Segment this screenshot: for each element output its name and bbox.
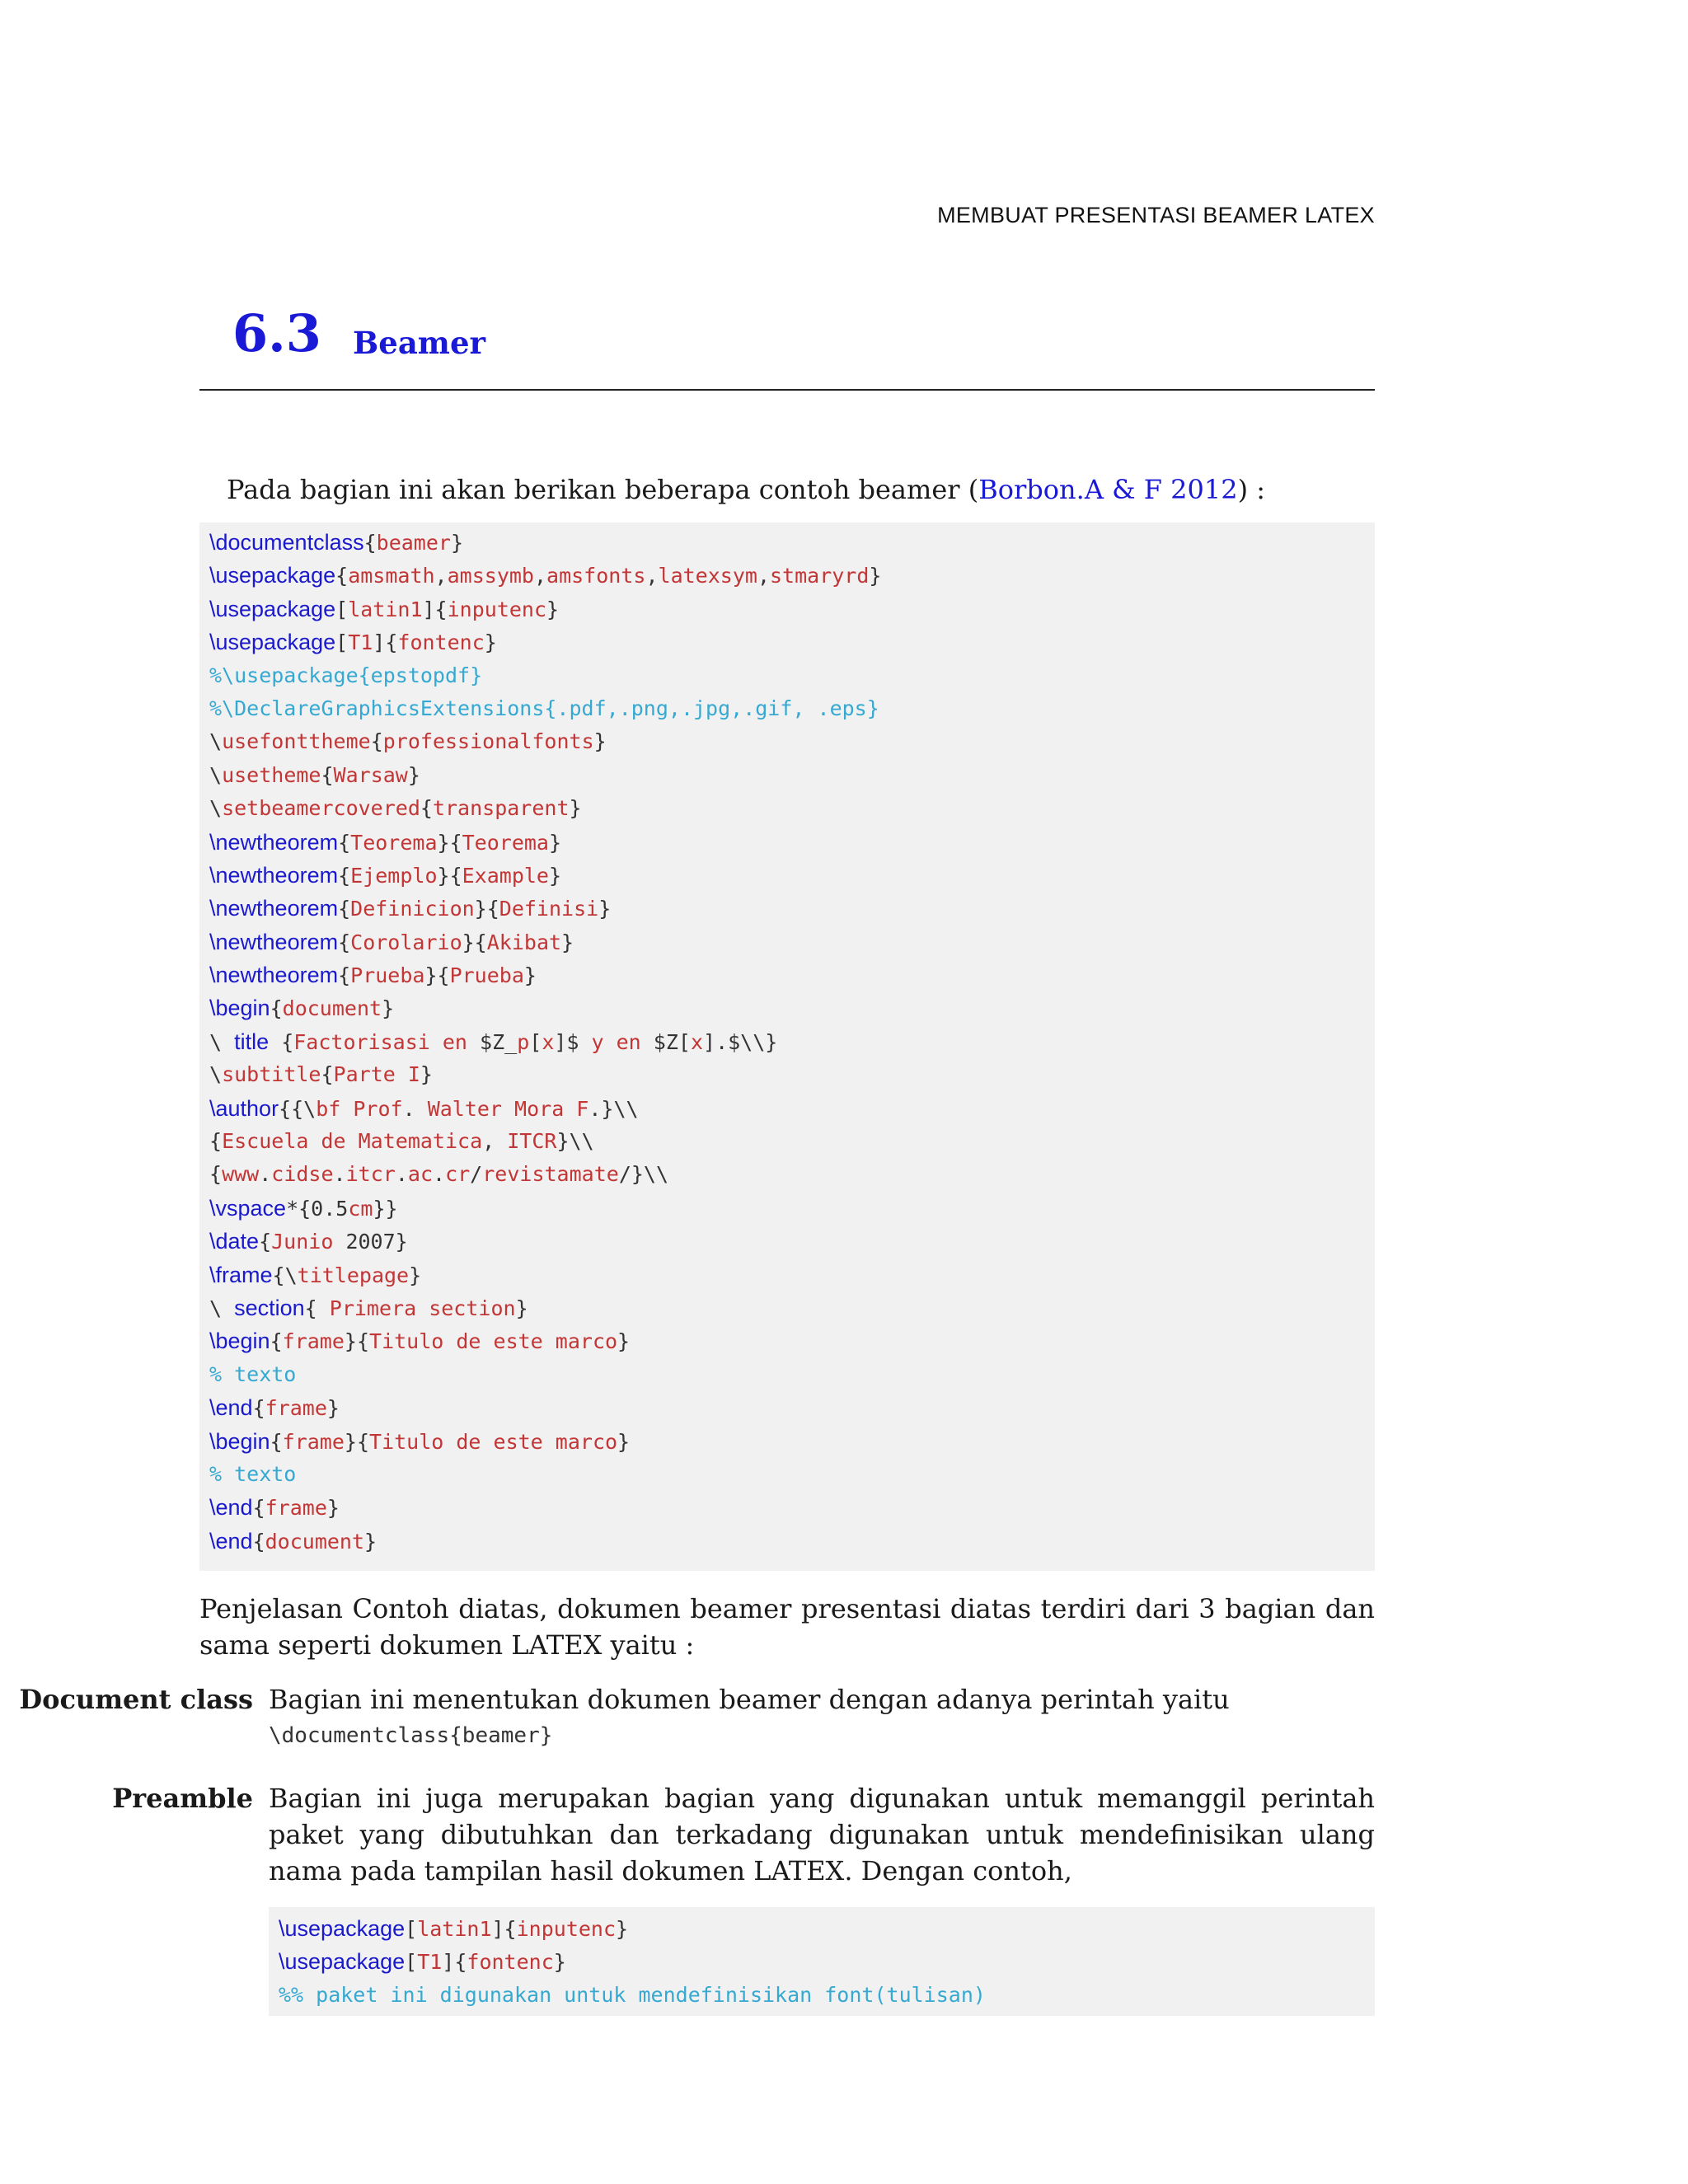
code-token: frame bbox=[265, 1396, 327, 1421]
code-token: \begin bbox=[209, 996, 270, 1021]
code-token: } bbox=[593, 729, 607, 754]
code-token: ]{ bbox=[442, 1950, 467, 1975]
code-token: \usepackage bbox=[209, 596, 336, 621]
code-token: x bbox=[690, 1029, 704, 1054]
code-block-1-line bbox=[209, 1458, 1375, 1491]
code-token: Prueba bbox=[350, 963, 425, 988]
code-token: { bbox=[304, 1296, 330, 1320]
term-document-class: Document class bbox=[19, 1684, 253, 1715]
code-token: { bbox=[338, 963, 351, 988]
code-token: { bbox=[270, 1429, 283, 1454]
code-token: subtitle bbox=[222, 1062, 321, 1087]
code-token: }} bbox=[373, 1196, 398, 1221]
code-block-1-line bbox=[209, 1425, 1375, 1458]
code-token: } bbox=[407, 762, 420, 787]
code-token: ]{ bbox=[373, 630, 398, 655]
code-token: { bbox=[370, 729, 383, 754]
code-token: amsmath bbox=[348, 564, 435, 588]
code-token: { bbox=[363, 531, 377, 555]
code-token: } bbox=[569, 796, 582, 821]
code-token: {\ bbox=[272, 1263, 298, 1287]
code-token: \newtheorem bbox=[209, 829, 339, 855]
code-token: Corolario bbox=[350, 930, 462, 954]
code-block-1-line bbox=[209, 892, 1375, 925]
code-token: \ bbox=[209, 762, 223, 787]
code-token: T1 bbox=[348, 630, 373, 655]
code-token: Ejemplo bbox=[350, 863, 438, 888]
code-block-1-line bbox=[209, 826, 1375, 859]
code-token: {{\ bbox=[279, 1096, 316, 1121]
code-token: [ bbox=[405, 1917, 418, 1941]
code-token: Walter Mora F bbox=[427, 1096, 589, 1121]
explanation-paragraph: Penjelasan Contoh diatas, dokumen beamer presentasi diatas terdiri dari 3 bagian dan sama seperti dokumen LATEX yaitu : bbox=[199, 1593, 1375, 1661]
running-head: MEMBUAT PRESENTASI BEAMER LATEX bbox=[937, 203, 1375, 227]
code-block-1-line bbox=[209, 1158, 1375, 1191]
code-token: } bbox=[553, 1950, 566, 1975]
code-token: { bbox=[209, 1162, 223, 1187]
code-token: \newtheorem bbox=[209, 896, 339, 921]
code-token: usefonttheme bbox=[222, 729, 371, 754]
code-token: Titulo de este marco bbox=[369, 1329, 618, 1354]
code-token: { bbox=[269, 1029, 294, 1054]
code-token: . bbox=[402, 1096, 428, 1121]
code-token: ]{ bbox=[491, 1917, 517, 1941]
code-token: / bbox=[470, 1162, 483, 1187]
code-token: { bbox=[420, 796, 433, 821]
code-token: { bbox=[321, 1062, 334, 1087]
code-token: } bbox=[409, 1263, 422, 1287]
code-token: \usepackage bbox=[209, 563, 336, 588]
code-token: } bbox=[616, 1917, 629, 1941]
code-block-2-line bbox=[279, 1945, 1375, 1978]
code-token: Escuela de Matematica bbox=[222, 1129, 483, 1154]
code-token: %\usepackage{epstopdf} bbox=[209, 663, 483, 687]
code-token: frame bbox=[282, 1329, 345, 1354]
code-token: }{ bbox=[344, 1429, 370, 1454]
section-rule bbox=[199, 389, 1375, 391]
code-token: \ bbox=[209, 1029, 235, 1054]
code-token: } bbox=[617, 1429, 631, 1454]
code-token: , bbox=[645, 564, 659, 588]
code-block-1-line bbox=[209, 593, 1375, 626]
intro-text: Pada bagian ini akan berikan beberapa contoh beamer ( bbox=[227, 474, 979, 505]
code-token: amsfonts bbox=[546, 564, 646, 588]
code-block-2-line bbox=[279, 1979, 1375, 2012]
desc-preamble: Bagian ini juga merupakan bagian yang digunakan untuk memanggil perintah paket yang dibutuhkan dan terkadang digunakan untuk mendefinisikan ulang nama pada tampilan hasil dokumen LATEX. Dengan contoh, bbox=[269, 1783, 1375, 1886]
code-token: %\DeclareGraphicsExtensions{.pdf,.png,.jpg,.gif, .eps} bbox=[209, 696, 879, 720]
code-token: frame bbox=[265, 1496, 327, 1521]
code-token: } bbox=[523, 963, 537, 988]
code-block-1-line bbox=[209, 692, 1375, 725]
code-token: Akibat bbox=[486, 930, 562, 954]
code-token: p bbox=[517, 1029, 530, 1054]
code-token: \begin bbox=[209, 1329, 270, 1354]
code-block-1-line bbox=[209, 526, 1375, 559]
code-token: [ bbox=[335, 630, 349, 655]
code-token: beamer bbox=[376, 531, 451, 555]
code-token: \newtheorem bbox=[209, 929, 339, 954]
code-token: . bbox=[259, 1162, 272, 1187]
intro-text-end: ) : bbox=[1237, 474, 1266, 505]
code-block-1-line bbox=[209, 659, 1375, 692]
code-token: revistamate bbox=[482, 1162, 619, 1187]
code-token: Parte I bbox=[333, 1062, 420, 1087]
code-token: } bbox=[420, 1062, 433, 1087]
code-token: { bbox=[338, 830, 351, 855]
code-block-1-line bbox=[209, 1358, 1375, 1391]
code-token: Titulo de este marco bbox=[369, 1429, 618, 1454]
code-token: inputenc bbox=[447, 597, 547, 621]
code-token: } bbox=[364, 1529, 377, 1554]
code-token: titlepage bbox=[297, 1263, 410, 1287]
code-token: section bbox=[234, 1295, 305, 1320]
code-token: { bbox=[338, 897, 351, 921]
code-token: ]{ bbox=[422, 597, 448, 621]
code-block-1-line bbox=[209, 859, 1375, 892]
code-token: ].$\\} bbox=[703, 1029, 778, 1054]
code-token: } bbox=[546, 597, 560, 621]
code-token: , bbox=[757, 564, 770, 588]
code-block-1-line bbox=[209, 1491, 1375, 1524]
code-token: { bbox=[338, 930, 351, 954]
code-token: Definisi bbox=[499, 897, 599, 921]
code-token: \ bbox=[209, 1296, 235, 1320]
code-token: { bbox=[270, 996, 283, 1021]
code-token: } bbox=[484, 630, 497, 655]
code-block-1-line bbox=[209, 1092, 1375, 1125]
section-number: 6.3 bbox=[232, 303, 321, 363]
code-block-1-line bbox=[209, 725, 1375, 758]
code-token: \end bbox=[209, 1395, 253, 1421]
code-token: [ bbox=[529, 1029, 542, 1054]
code-token: \end bbox=[209, 1528, 253, 1554]
code-token: Definicion bbox=[350, 897, 475, 921]
code-block-preamble bbox=[269, 1907, 1375, 2016]
code-block-1-line bbox=[209, 1225, 1375, 1258]
code-token: .}\\ bbox=[588, 1096, 639, 1121]
code-token: Teorema bbox=[350, 830, 438, 855]
code-token: \ bbox=[209, 1062, 223, 1087]
code-token: bf Prof bbox=[316, 1096, 403, 1121]
code-token: } bbox=[548, 863, 562, 888]
code-token: \usepackage bbox=[279, 1916, 406, 1941]
code-token: { bbox=[338, 863, 351, 888]
code-token: \author bbox=[209, 1095, 279, 1121]
code-token: }{ bbox=[424, 963, 450, 988]
code-block-1-line bbox=[209, 626, 1375, 658]
code-token: \ bbox=[209, 729, 223, 754]
code-token: } bbox=[326, 1496, 340, 1521]
code-block-1-line bbox=[209, 1291, 1375, 1324]
code-token: transparent bbox=[432, 796, 570, 821]
code-token: \frame bbox=[209, 1262, 273, 1287]
code-token: latin1 bbox=[417, 1917, 492, 1941]
code-token: \newtheorem bbox=[209, 963, 339, 988]
code-token: { bbox=[252, 1496, 265, 1521]
code-token: ITCR bbox=[507, 1129, 557, 1154]
desc-document-class bbox=[269, 1681, 1375, 1754]
code-token: Warsaw bbox=[333, 762, 408, 787]
code-token: { bbox=[252, 1529, 265, 1554]
code-block-1-line bbox=[209, 926, 1375, 958]
code-token: } bbox=[382, 996, 395, 1021]
code-block-1-line bbox=[209, 1258, 1375, 1291]
code-token: { bbox=[252, 1396, 265, 1421]
code-token: , bbox=[533, 564, 547, 588]
code-token: amssymb bbox=[447, 564, 534, 588]
code-token: latexsym bbox=[658, 564, 757, 588]
code-token: , bbox=[434, 564, 448, 588]
code-block-1-line bbox=[209, 958, 1375, 991]
code-token: % texto bbox=[209, 1361, 297, 1386]
code-token: { bbox=[335, 564, 349, 588]
code-token: { bbox=[321, 762, 334, 787]
code-token: T1 bbox=[417, 1950, 443, 1975]
code-block-1-line bbox=[209, 1192, 1375, 1225]
code-token: cidse bbox=[271, 1162, 334, 1187]
code-token: /}\\ bbox=[618, 1162, 669, 1187]
intro-paragraph bbox=[227, 471, 1265, 508]
code-block-1-line bbox=[209, 559, 1375, 592]
code-token: Prueba bbox=[449, 963, 524, 988]
code-token: document bbox=[282, 996, 382, 1021]
code-token: $Z[ bbox=[653, 1029, 691, 1054]
code-token: professionalfonts bbox=[382, 729, 594, 754]
code-token: { bbox=[259, 1230, 272, 1254]
code-token: [ bbox=[335, 597, 349, 621]
code-token: 2007} bbox=[333, 1230, 408, 1254]
code-token: \usepackage bbox=[279, 1949, 406, 1975]
code-token: cr bbox=[445, 1162, 471, 1187]
code-block-1-line bbox=[209, 1025, 1375, 1058]
code-token: } bbox=[548, 830, 562, 855]
code-token: , bbox=[482, 1129, 508, 1154]
code-token: www bbox=[222, 1162, 260, 1187]
code-token: Primera section bbox=[329, 1296, 516, 1320]
code-token: inputenc bbox=[516, 1917, 617, 1941]
code-token: ac bbox=[407, 1162, 433, 1187]
code-token: . bbox=[333, 1162, 346, 1187]
code-token: x bbox=[542, 1029, 555, 1054]
code-token: fontenc bbox=[397, 630, 485, 655]
code-token: frame bbox=[282, 1429, 345, 1454]
code-token: Example bbox=[462, 863, 549, 888]
code-token: itcr bbox=[345, 1162, 396, 1187]
code-block-2-line bbox=[279, 1912, 1375, 1945]
code-token: \vspace bbox=[209, 1195, 287, 1221]
code-token: document bbox=[265, 1529, 365, 1554]
code-token: latin1 bbox=[348, 597, 423, 621]
code-token: }{ bbox=[344, 1329, 370, 1354]
code-token: Factorisasi en bbox=[293, 1029, 481, 1054]
code-block-1-line bbox=[209, 792, 1375, 825]
code-block-1-line bbox=[209, 1125, 1375, 1158]
code-block-1-line bbox=[209, 1058, 1375, 1091]
code-token: \ bbox=[209, 796, 223, 821]
code-block-1-line bbox=[209, 1525, 1375, 1558]
code-token: title bbox=[234, 1029, 270, 1054]
code-token: }{ bbox=[474, 897, 499, 921]
code-token: \end bbox=[209, 1495, 253, 1521]
code-block-1-line bbox=[209, 1391, 1375, 1424]
code-token: \usepackage bbox=[209, 630, 336, 655]
code-token: stmaryrd bbox=[770, 564, 870, 588]
code-token: % texto bbox=[209, 1461, 297, 1486]
code-token: }{ bbox=[437, 830, 462, 855]
code-token: \newtheorem bbox=[209, 862, 339, 888]
code-token: \date bbox=[209, 1229, 260, 1254]
code-token: } bbox=[326, 1396, 340, 1421]
code-token: setbeamercovered bbox=[222, 796, 420, 821]
section-title: Beamer bbox=[353, 325, 485, 361]
code-token: y en bbox=[591, 1029, 654, 1054]
term-preamble: Preamble bbox=[112, 1783, 253, 1814]
code-block-1-line bbox=[209, 1324, 1375, 1357]
code-token: *{0.5 bbox=[286, 1196, 349, 1221]
inline-code-documentclass: \documentclass{beamer} bbox=[269, 1723, 553, 1748]
code-token: . bbox=[433, 1162, 446, 1187]
code-block-1-line bbox=[209, 759, 1375, 792]
code-token: \begin bbox=[209, 1428, 270, 1454]
code-token: } bbox=[617, 1329, 631, 1354]
code-block-beamer bbox=[199, 523, 1375, 1571]
code-token: } bbox=[561, 930, 574, 954]
code-token: [ bbox=[405, 1950, 418, 1975]
code-token: Junio bbox=[271, 1230, 334, 1254]
code-token: $Z_ bbox=[480, 1029, 518, 1054]
citation-link[interactable]: Borbon.A & F 2012 bbox=[978, 474, 1238, 505]
code-token: } bbox=[450, 531, 464, 555]
code-token: cm bbox=[348, 1196, 373, 1221]
code-token: }{ bbox=[462, 930, 487, 954]
code-token: } bbox=[869, 564, 882, 588]
code-token: } bbox=[598, 897, 612, 921]
code-token: usetheme bbox=[222, 762, 321, 787]
code-token: Teorema bbox=[462, 830, 549, 855]
code-token: . bbox=[395, 1162, 408, 1187]
code-token: }\\ bbox=[556, 1129, 594, 1154]
code-token: { bbox=[209, 1129, 223, 1154]
code-block-1-line bbox=[209, 991, 1375, 1024]
code-token: } bbox=[515, 1296, 528, 1320]
code-token: \documentclass bbox=[209, 530, 364, 555]
code-token: }{ bbox=[437, 863, 462, 888]
code-token: %% paket ini digunakan untuk mendefinisikan font(tulisan) bbox=[279, 1982, 986, 2007]
code-token: ]$ bbox=[554, 1029, 592, 1054]
desc-document-class-text: Bagian ini menentukan dokumen beamer dengan adanya perintah yaitu bbox=[269, 1684, 1230, 1715]
code-token: { bbox=[270, 1329, 283, 1354]
code-token: fontenc bbox=[467, 1950, 554, 1975]
